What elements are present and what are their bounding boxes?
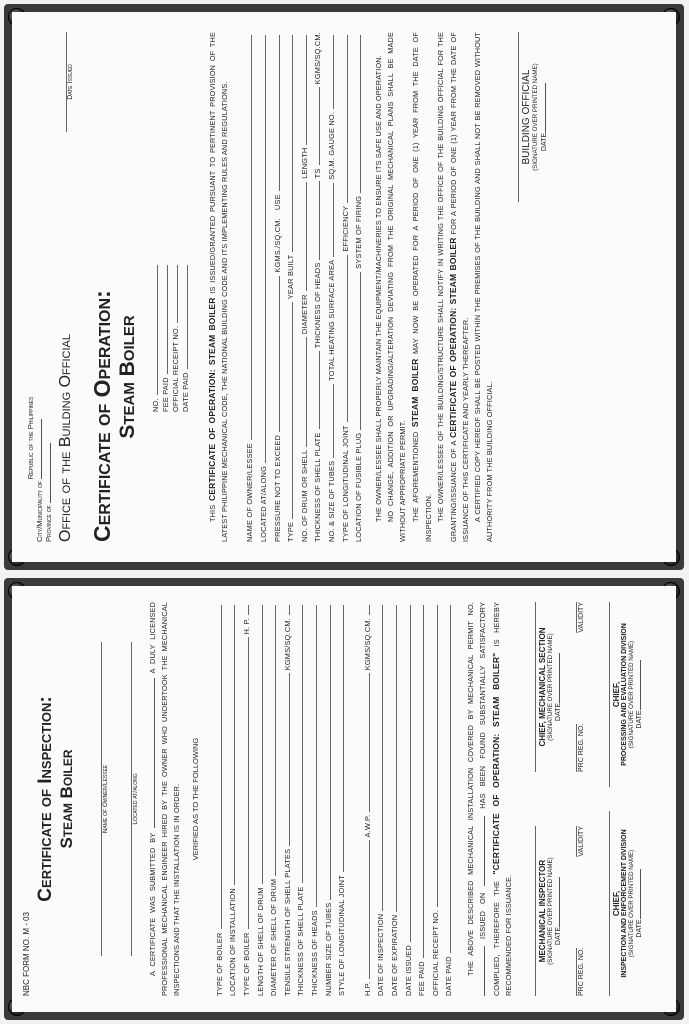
form-field — [278, 602, 292, 996]
signature-row-1 — [535, 602, 587, 996]
title-line2: Steam Boiler — [116, 315, 139, 439]
submitter-name-line — [154, 678, 155, 828]
permit-fields — [358, 602, 453, 996]
owner-caption: Name of Owner/Lessee — [102, 764, 109, 834]
closing-text-c: HAS BEEN FOUND SUBSTANTIALLY SATISFACTORY COMPLIED, THEREFORE THE — [478, 602, 501, 996]
form-field — [358, 602, 372, 996]
sig2-prc: PRC REG. NO. — [577, 723, 585, 772]
field-label: FEE PAID — [417, 961, 427, 996]
sig1-date: DATE — [555, 826, 564, 996]
field-label: LENGTH OF SHELL OF DRUM — [255, 887, 265, 996]
form-field — [372, 602, 386, 996]
owner-field: NAME OF OWNER/LESSEE — [241, 32, 255, 542]
sig1-prc: PRC REG. NO. — [577, 947, 585, 996]
closing-text-a: THE ABOVE DESCRIBED MECHANICAL INSTALLATION COVERED BY MECHANICAL PERMIT NO. — [466, 602, 476, 976]
closing-text-b: ISSUED ON — [478, 892, 488, 939]
field-label: OFFICIAL RECEIPT NO. — [430, 909, 440, 996]
field-right-label: H. P. — [242, 618, 252, 635]
location-caption: Located at/along — [132, 773, 139, 825]
form-field — [399, 602, 413, 996]
chief-mechanical-section-signature — [535, 602, 587, 772]
sig2-validity: VALIDITY — [577, 602, 585, 633]
header-block — [26, 334, 75, 542]
header-row — [26, 32, 75, 542]
operation-certificate-board — [4, 4, 684, 570]
form-field — [413, 602, 427, 996]
field-label: TYPE OF BOILER — [242, 932, 252, 996]
inspection-certificate-content — [12, 586, 676, 1012]
field-label: H.P. — [362, 981, 372, 996]
form-field — [251, 602, 265, 996]
sig2-sub: (SIGNATURE OVER PRINTED NAME) — [546, 633, 554, 741]
field-label: DATE PAID — [444, 956, 454, 996]
form-field — [237, 602, 251, 996]
sig1-validity: VALIDITY — [577, 826, 585, 857]
issued-on-line — [484, 816, 485, 886]
title-line1: Certificate of Operation: — [89, 290, 115, 542]
date-paid-field: DATE PAID — [180, 262, 190, 412]
paragraph-posted: A CERTIFIED COPY HEREOF SHALL BE POSTED WITHIN THE PREMISES OF THE BUILDING AND SHALL NOT BE REMOVED WITHOUT AUTHORITY FROM THE BUILDING OFFICIAL. — [472, 32, 494, 542]
title-line2: Steam Boiler — [57, 749, 76, 849]
form-field — [265, 602, 279, 996]
sig1-title: MECHANICAL INSPECTOR — [537, 859, 547, 963]
city-line: City/Municipality of — [35, 334, 44, 542]
inspection-certificate-board — [4, 578, 684, 1020]
sig4-sub: (SIGNATURE OVER PRINTED NAME) — [627, 640, 635, 749]
verified-heading: VERIFIED AS TO THE FOLLOWING — [191, 737, 201, 861]
form-field — [224, 602, 238, 996]
paragraph-notify: THE OWNER/LESSEE OF THE BUILDING/STRUCTURE SHALL NOTIFY IN WRITING THE OFFICE OF THE BUILDING OFFICIAL FOR THE GRANTING/ISSUANCE OF A CERTIFICATE OF OPERATION: STEAM BOILER FOR A PERIOD OF ONE (1) YEAR FROM THE DATE OF ISSUANCE OF THIS CERTIFICATE AND YEARLY THEREAFTER. — [435, 32, 470, 542]
field-right-label: KGMS/SQ.CM. — [362, 618, 372, 671]
chief-inspection-division-signature — [609, 811, 645, 996]
field-label: STYLE OF LONGITUDINAL JOINT — [337, 875, 347, 996]
no-field: NO. — [146, 262, 160, 412]
form-field — [210, 602, 224, 996]
field-label: THICKNESS OF SHELL PLATE — [296, 886, 306, 996]
mechanical-inspector-signature — [535, 826, 587, 996]
closing-text-d: IS HEREBY RECOMMENDED FOR ISSUANCE. — [491, 602, 513, 996]
sig3-date: DATE — [636, 811, 645, 996]
receipt-block — [146, 32, 190, 412]
submitted-text-a: A CERTIFICATE WAS SUBMITTED BY — [148, 832, 157, 976]
paragraph-no-change: NO CHANGE, ADDITION OR UPGRADING/ALTERATION DEVIATING FROM THE ORIGINAL MECHANICAL PLANS SHALL BE MADE WITHOUT APPROPRIATE PERMIT. — [386, 32, 408, 542]
field-label: DATE OF EXPIRATION — [390, 914, 399, 996]
form-field — [333, 602, 347, 996]
sig4-title-a: CHIEF, — [611, 681, 621, 708]
operation-certificate-content — [12, 12, 676, 562]
sig2-title: CHIEF, MECHANICAL SECTION — [537, 627, 547, 747]
submitted-paragraph — [147, 602, 183, 996]
drum-field: NO. OF DRUM OR SHELL DIAMETER LENGTH — [295, 32, 309, 542]
boiler-fields — [241, 32, 363, 542]
sig1-sub: (SIGNATURE OVER PRINTED NAME) — [546, 857, 554, 965]
republic: Republic of the Philippines — [26, 396, 35, 480]
or-no-field: OFFICIAL RECEIPT NO. — [170, 262, 180, 412]
field-label: DATE ISSUED — [403, 945, 413, 996]
province-line: Province of — [44, 334, 53, 542]
field-label: TYPE OF BOILER — [214, 932, 224, 996]
located-field: LOCATED AT/ALONG — [254, 32, 268, 542]
operation-certificate-paper — [12, 12, 676, 562]
closing-bold: "CERTIFICATE OF OPERATION: STEAM BOILER" — [490, 652, 501, 875]
field-label: TENSILE STRENGTH OF SHELL PLATES — [282, 848, 292, 996]
form-field — [385, 602, 399, 996]
form-field — [426, 602, 440, 996]
fee-paid-field: FEE PAID — [160, 262, 170, 412]
permit-no-line — [484, 946, 485, 996]
form-field — [305, 602, 319, 996]
inspection-certificate-paper — [12, 586, 676, 1012]
field-label: DATE OF INSPECTION — [376, 913, 386, 996]
building-official-signature-row — [518, 32, 549, 542]
field-mid-label: A.W.P. — [362, 814, 372, 838]
submitted-text-b: A DULY LICENSED PROFESSIONAL MECHANICAL ENGINEER HIRED BY THE OWNER WHO UNDERTOOK THE MECHANICAL INSPECTIONS AND THAT THE INSTALLATION IS IN ORDER. — [148, 602, 182, 996]
type-field: TYPE YEAR BUILT — [282, 32, 296, 542]
pressure-field: PRESSURE NOT TO EXCEED KGMS./SQ.CM. USE — [268, 32, 282, 542]
sig3-sub: (SIGNATURE OVER PRINTED NAME) — [627, 849, 635, 958]
thickness-field: THICKNESS OF SHELL PLATE THICKNESS OF HEADS TS KGMS/SQ.CM. — [313, 32, 323, 542]
building-official-sub: (SIGNATURE OVER PRINTED NAME) — [532, 63, 540, 171]
field-label: THICKNESS OF HEADS — [310, 910, 320, 996]
chief-processing-division-signature — [609, 602, 645, 787]
form-field — [440, 602, 454, 996]
verified-fields — [210, 602, 346, 996]
field-label: DIAMETER OF SHELL OF DRUM — [269, 878, 279, 996]
intro-paragraph: THIS CERTIFICATE OF OPERATION: STEAM BOILER IS ISSUED/GRANTED PURSUANT TO PERTINENT PROVISION OF THE LATEST PHILIPPINE MECHANICAL CODE, THE NATIONAL BUILDING CODE AND ITS IMPLEMENTING RULES AND REGULATIONS. — [206, 32, 229, 542]
form-field — [319, 602, 333, 996]
title-line1: Certificate of Inspection: — [35, 696, 56, 902]
field-label: NUMBER SIZE OF TUBES — [323, 902, 333, 996]
closing-paragraph — [465, 602, 514, 996]
owner-line — [91, 642, 102, 956]
signature-row-2 — [609, 602, 645, 996]
joint-field: TYPE OF LONGITUDINAL JOINT EFFICIENCY — [336, 32, 350, 542]
fusible-field: LOCATION OF FUSIBLE PLUG SYSTEM OF FIRING — [350, 32, 364, 542]
building-official-title: BUILDING OFFICIAL — [521, 69, 533, 165]
sig3-title-b: INSPECTION AND ENFORCEMENT DIVISION — [620, 829, 628, 978]
building-official-signature — [518, 32, 549, 202]
form-number: NBC FORM NO. M - 03 — [22, 911, 31, 996]
field-label: LOCATION OF INSTALLATION — [228, 888, 238, 996]
sig3-title-a: CHIEF, — [611, 890, 621, 917]
sig2-date: DATE — [555, 602, 564, 772]
date-issued-block — [60, 32, 75, 132]
building-official-date: DATE — [541, 32, 550, 202]
paragraph-operate: THE AFOREMENTIONED STEAM BOILER MAY NOW BE OPERATED FOR A PERIOD OF ONE (1) YEAR FROM THE DATE OF INSPECTION. — [410, 32, 433, 542]
tubes-field: NO. & SIZE OF TUBES TOTAL HEATING SURFACE AREA SQ.M. GAUGE NO. — [322, 32, 336, 542]
location-line — [121, 642, 132, 956]
paragraph-maintain: THE OWNER/LESSEE SHALL PROPERLY MAINTAIN THE EQUIPMENT/MACHINERIES TO ENSURE ITS SAFE USE AND OPERATION. — [374, 55, 384, 522]
office-title: Office of the Building Official — [57, 334, 74, 542]
form-field — [292, 602, 306, 996]
sig4-title-b: PROCESSING AND EVALUATION DIVISION — [620, 623, 628, 766]
sig4-date: DATE — [636, 602, 645, 787]
date-issued: Date Issued — [67, 64, 74, 100]
field-right-label: KGMS/SQ.CM. — [282, 618, 292, 671]
